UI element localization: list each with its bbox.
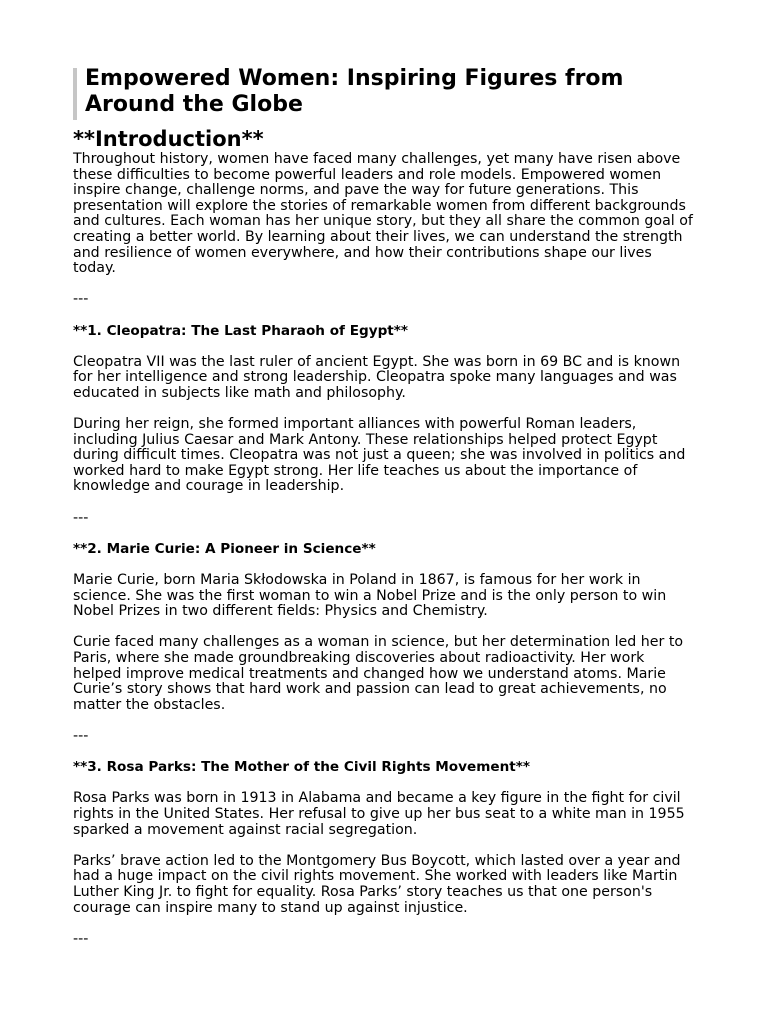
separator: --- — [73, 509, 89, 526]
separator: --- — [73, 930, 89, 947]
introduction-heading: **Introduction** — [73, 127, 264, 151]
section-heading-rosa-parks: **3. Rosa Parks: The Mother of the Civil Rights Movement** — [73, 759, 530, 776]
section-paragraph: Marie Curie, born Maria Skłodowska in Poland in 1867, is famous for her work in science. She was the first woman to win a Nobel Prize and is the only person to win Nobel Prizes in two different fields: Physics and Chemistry. — [73, 572, 667, 620]
section-paragraph: During her reign, she formed important alliances with powerful Roman leaders, including Julius Caesar and Mark Antony. These relationships helped protect Egypt during difficult times. Cleopatra was not just a queen; she was involved in politics and worked hard to make Egypt strong. Her life teaches us about the importance of knowledge and courage in leadership. — [73, 416, 686, 495]
title-accent-bar — [73, 68, 77, 120]
section-paragraph: Curie faced many challenges as a woman in science, but her determination led her to Paris, where she made groundbreaking discoveries about radioactivity. Her work helped improve medical treatments and changed how we understand atoms. Marie Curie’s story shows that hard work and passion can lead to great achievements, no matter the obstacles. — [73, 634, 684, 713]
section-paragraph: Parks’ brave action led to the Montgomery Bus Boycott, which lasted over a year and had a huge impact on the civil rights movement. She worked with leaders like Martin Luther King Jr. to fight for equality. Rosa Parks’ story teaches us that one person's courage can inspire many to stand up against injustice. — [73, 852, 681, 916]
title-block — [73, 66, 695, 118]
section-heading-marie-curie: **2. Marie Curie: A Pioneer in Science** — [73, 540, 376, 557]
section-heading-cleopatra: **1. Cleopatra: The Last Pharaoh of Egypt** — [73, 322, 409, 339]
section-paragraph: Cleopatra VII was the last ruler of ancient Egypt. She was born in 69 BC and is known for her intelligence and strong leadership. Cleopatra spoke many languages and was educated in subjects like math and philosophy. — [73, 353, 681, 401]
separator: --- — [73, 291, 89, 308]
separator: --- — [73, 727, 89, 744]
introduction-paragraph: Throughout history, women have faced many challenges, yet many have risen above these difficulties to become powerful leaders and role models. Empowered women inspire change, challenge norms, and pave the way for future generations. This presentation will explore the stories of remarkable women from different backgrounds and cultures. Each woman has her unique story, but they all share the common goal of creating a better world. By learning about their lives, we can understand the strength and resilience of women everywhere, and how their contributions shape our lives today. — [73, 151, 693, 277]
section-paragraph: Rosa Parks was born in 1913 in Alabama and became a key figure in the fight for civil rights in the United States. Her refusal to give up her bus seat to a white man in 1955 sparked a movement against racial segregation. — [73, 790, 685, 838]
document-page — [73, 66, 695, 947]
document-title: Empowered Women: Inspiring Figures from Around the Globe — [85, 66, 624, 117]
